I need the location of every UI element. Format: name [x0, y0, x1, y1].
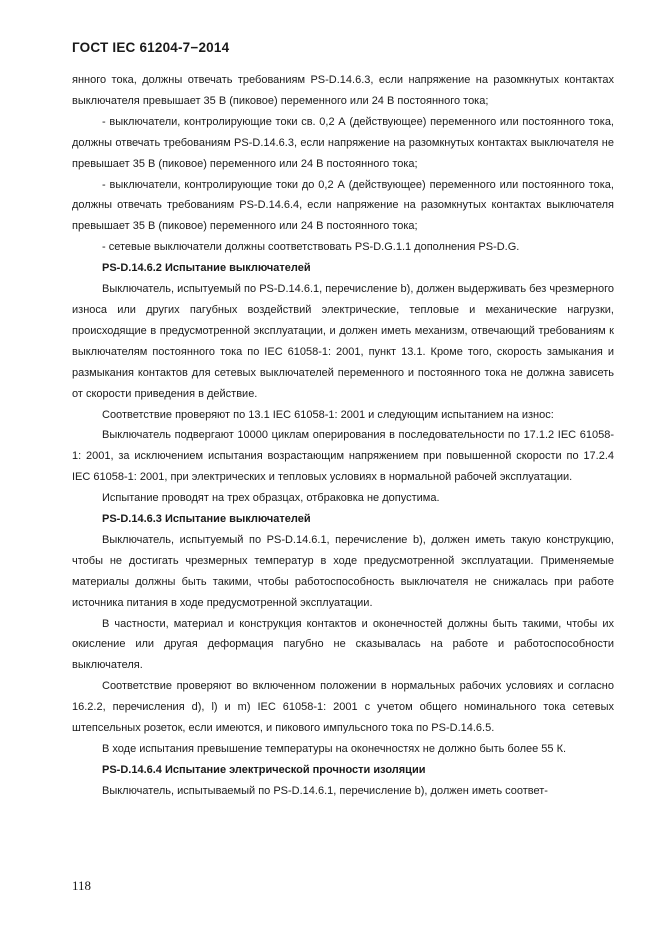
paragraph: Соответствие проверяют во включенном положении в нормальных рабочих условиях и согласно 16.2.2, перечисления d), l) и m) IEC 61058-1: 2001 с учетом общего номинального тока сетевых штепсельных розеток, если имеются, и пикового импульсного тока по PS-D.14.6.5. [72, 680, 614, 735]
paragraph: янного тока, должны отвечать требованиям PS-D.14.6.3, если напряжение на разомкнутых контактах выключателя превышает 35 В (пиковое) переменного или 24 В постоянного тока; [72, 74, 614, 107]
paragraph: Соответствие проверяют по 13.1 IEC 61058-1: 2001 и следующим испытанием на износ: [102, 408, 554, 421]
page-number: 118 [72, 878, 92, 893]
paragraph: Выключатель, испытуемый по PS-D.14.6.1, перечисление b), должен иметь такую конструкцию, чтобы не достигать чрезмерных температур в ходе предусмотренной эксплуатации. Применяемые материалы должны быть такими, чтобы работоспособность выключателя не снижалась при работе источника питания в ходе предусмотренной эксплуатации. [72, 533, 614, 609]
paragraph: Выключатель подвергают 10000 циклам оперирования в последовательности по 17.1.2 IEC 61058-1: 2001, за исключением испытания возрастающим напряжением при повышенной скорости по 17.2.4 IEC 61058-1: 2001, при электрических и тепловых условиях в нормальной рабочей эксплуатации. [72, 429, 614, 484]
document-body [72, 70, 614, 802]
paragraph: Испытание проводят на трех образцах, отбраковка не допустима. [102, 492, 440, 505]
document-header: ГОСТ IEC 61204-7−2014 [72, 40, 230, 55]
paragraph: - выключатели, контролирующие токи св. 0,2 А (действующее) переменного или постоянного тока, должны отвечать требованиям PS-D.14.6.3, если напряжение на разомкнутых контактах выключателя не превышает 35 В (пиковое) переменного или 24 В постоянного тока; [72, 115, 614, 170]
paragraph: - выключатели, контролирующие токи до 0,2 А (действующее) переменного или постоянного тока, должны отвечать требованиям PS-D.14.6.4, если напряжение на разомкнутых контактах выключателя превышает 35 В (пиковое) переменного или 24 В постоянного тока; [72, 178, 614, 233]
section-heading: PS-D.14.6.4 Испытание электрической прочности изоляции [102, 763, 426, 776]
paragraph: - сетевые выключатели должны соответствовать PS-D.G.1.1 дополнения PS-D.G. [102, 241, 520, 254]
paragraph: Выключатель, испытуемый по PS-D.14.6.1, перечисление b), должен выдерживать без чрезмерного износа или других пагубных воздействий электрические, тепловые и механические нагрузки, происходящие в предусмотренной эксплуатации, и должен иметь механизм, отвечающий требованиям к выключателям постоянного тока по IEC 61058-1: 2001, пункт 13.1. Кроме того, скорость замыкания и размыкания контактов для сетевых выключателей переменного и постоянного тока не должна зависеть от скорости приведения в действие. [72, 283, 614, 400]
paragraph: Выключатель, испытываемый по PS-D.14.6.1, перечисление b), должен иметь соответ- [102, 784, 548, 797]
section-heading: PS-D.14.6.2 Испытание выключателей [102, 262, 311, 275]
paragraph: В ходе испытания превышение температуры на оконечностях не должно быть более 55 К. [102, 743, 567, 755]
paragraph: В частности, материал и конструкция контактов и оконечностей должны быть такими, чтобы их окисление или другая деформация пагубно не сказывалась на работе и работоспособности выключателя. [72, 617, 614, 672]
section-heading: PS-D.14.6.3 Испытание выключателей [102, 513, 311, 526]
